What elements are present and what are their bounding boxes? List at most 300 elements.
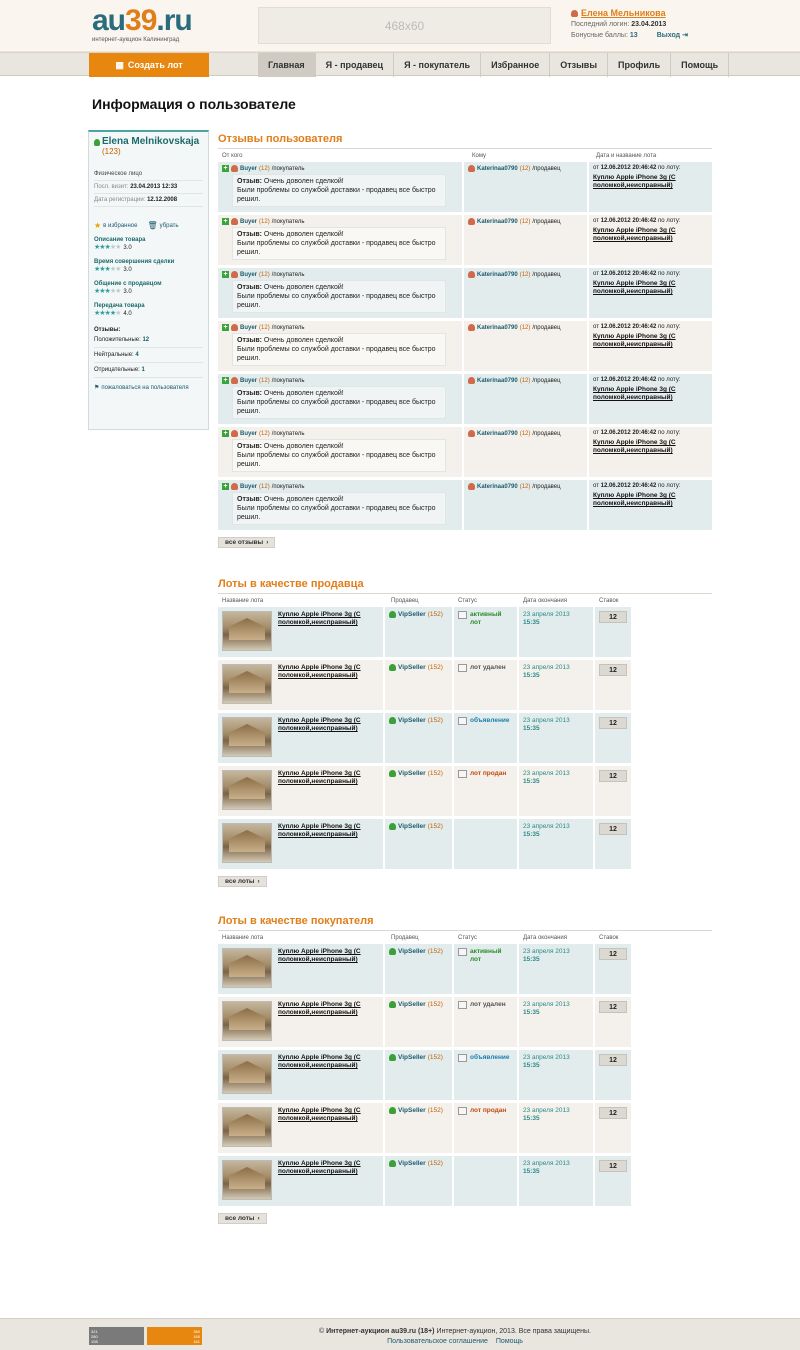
lot-name-link[interactable]: Куплю Apple iPhone 3g (С поломкой,неисправный) bbox=[278, 1001, 361, 1016]
add-favorite-link[interactable] bbox=[94, 221, 137, 230]
lot-name-cell bbox=[218, 660, 383, 710]
lot-end-date: 23 апреля 2013 bbox=[523, 1160, 570, 1167]
rating-stars-icon: ★★★★★ bbox=[94, 288, 121, 295]
lot-bids-cell bbox=[595, 660, 631, 710]
review-lot-link[interactable]: Куплю Apple iPhone 3g (С поломкой,неисправный) bbox=[593, 439, 676, 454]
positive-label: Положительные: bbox=[94, 337, 141, 343]
col-from: От кого bbox=[222, 152, 243, 159]
lot-bids[interactable]: 12 bbox=[599, 1054, 627, 1066]
lot-thumbnail[interactable] bbox=[222, 948, 272, 988]
copyright-text: Интернет-аукцион, 2013. Все права защищены. bbox=[434, 1328, 591, 1335]
review-to-cell bbox=[464, 162, 587, 212]
lot-bids-cell bbox=[595, 1156, 631, 1206]
review-from-user[interactable]: Buyer bbox=[240, 218, 258, 225]
review-label: Отзыв: bbox=[237, 443, 262, 450]
lot-seller[interactable]: VipSeller bbox=[398, 1160, 426, 1167]
review-from-count: (12) bbox=[259, 430, 270, 437]
lot-bids[interactable]: 12 bbox=[599, 717, 627, 729]
user-icon bbox=[389, 717, 396, 724]
review-text bbox=[232, 333, 446, 366]
review-text-2: Были проблемы со службой доставки - продавец все быстро решил. bbox=[237, 505, 436, 521]
registration-date bbox=[94, 194, 203, 207]
plus-icon: + bbox=[223, 483, 228, 490]
review-date: 12.06.2012 20:46:42 bbox=[600, 324, 657, 330]
ad-banner[interactable]: 468x60 bbox=[258, 7, 551, 44]
lot-name-link[interactable]: Куплю Apple iPhone 3g (С поломкой,неисправный) bbox=[278, 770, 361, 785]
seller-lots-section bbox=[218, 578, 712, 887]
user-icon bbox=[231, 271, 238, 278]
feedback-title: Отзывы: bbox=[94, 327, 121, 333]
nav-favorites[interactable]: Избранное bbox=[481, 53, 550, 77]
review-from-count: (12) bbox=[259, 324, 270, 331]
user-icon bbox=[389, 1107, 396, 1114]
review-date: 12.06.2012 20:46:42 bbox=[600, 483, 657, 489]
lot-seller[interactable]: VipSeller bbox=[398, 1107, 426, 1114]
lot-seller-count: (152) bbox=[427, 1054, 443, 1061]
neutral-link[interactable]: 4 bbox=[135, 352, 139, 358]
complain-link[interactable] bbox=[94, 384, 203, 391]
feedback-neutral bbox=[94, 348, 203, 363]
lot-name-cell bbox=[218, 766, 383, 816]
review-from-user[interactable]: Buyer bbox=[240, 483, 258, 490]
status-icon bbox=[458, 717, 467, 725]
negative-link[interactable]: 1 bbox=[141, 367, 145, 373]
user-icon bbox=[231, 377, 238, 384]
col-lot-name: Название лота bbox=[222, 597, 264, 604]
lot-status: объявление bbox=[470, 717, 510, 724]
review-from-user[interactable]: Buyer bbox=[240, 324, 258, 331]
lot-end-date: 23 апреля 2013 bbox=[523, 717, 570, 724]
lot-name-link[interactable]: Куплю Apple iPhone 3g (С поломкой,неисправный) bbox=[278, 823, 361, 838]
lot-thumbnail[interactable] bbox=[222, 1107, 272, 1147]
rating-value: 3.0 bbox=[123, 245, 132, 251]
lot-status-cell bbox=[454, 819, 517, 869]
create-lot-button[interactable] bbox=[89, 53, 209, 77]
lot-bids[interactable]: 12 bbox=[599, 770, 627, 782]
lot-seller[interactable]: VipSeller bbox=[398, 611, 426, 618]
feedback-negative bbox=[94, 363, 203, 378]
review-label: Отзыв: bbox=[237, 390, 262, 397]
lot-seller[interactable]: VipSeller bbox=[398, 823, 426, 830]
review-from-user[interactable]: Buyer bbox=[240, 165, 258, 172]
lot-date-cell bbox=[519, 1103, 593, 1153]
user-icon bbox=[468, 377, 475, 384]
lot-end-date: 23 апреля 2013 bbox=[523, 1001, 570, 1008]
nav-seller[interactable]: Я - продавец bbox=[316, 53, 394, 77]
nav-buyer[interactable]: Я - покупатель bbox=[394, 53, 481, 77]
review-date-prefix: от bbox=[593, 271, 599, 277]
review-date-suffix: по лоту: bbox=[658, 483, 681, 489]
positive-link[interactable]: 12 bbox=[142, 337, 150, 343]
lot-seller[interactable]: VipSeller bbox=[398, 948, 426, 955]
review-from-role: /покупатель bbox=[271, 165, 305, 172]
rating-stars-icon: ★★★★★ bbox=[94, 266, 121, 273]
all-lots-label: все лоты bbox=[225, 1215, 255, 1222]
lot-row bbox=[218, 997, 712, 1047]
current-user-link[interactable] bbox=[571, 8, 771, 19]
lot-name-cell bbox=[218, 997, 383, 1047]
lot-seller-cell bbox=[385, 607, 452, 657]
user-icon bbox=[468, 430, 475, 437]
user-icon bbox=[468, 165, 475, 172]
neutral-label: Нейтральные: bbox=[94, 352, 134, 358]
all-reviews-button[interactable] bbox=[218, 537, 275, 548]
nav-reviews[interactable]: Отзывы bbox=[550, 53, 608, 77]
status-icon bbox=[458, 1001, 467, 1009]
review-to-count: (12) bbox=[519, 377, 531, 384]
review-to-count: (12) bbox=[519, 483, 531, 490]
review-from-user[interactable]: Buyer bbox=[240, 430, 258, 437]
lot-status-cell bbox=[454, 660, 517, 710]
user-icon bbox=[389, 1054, 396, 1061]
rating-3 bbox=[94, 302, 203, 318]
review-row bbox=[218, 162, 712, 212]
negative-label: Отрицательные: bbox=[94, 367, 140, 373]
current-user-name: Елена Мельникова bbox=[581, 8, 666, 18]
user-sidebar bbox=[88, 130, 209, 430]
page-title: Информация о пользователе bbox=[92, 96, 296, 112]
lot-seller-count: (152) bbox=[427, 717, 443, 724]
last-visit-value: 23.04.2013 12:33 bbox=[130, 184, 178, 190]
lot-date-cell bbox=[519, 944, 593, 994]
review-lot-link[interactable]: Куплю Apple iPhone 3g (С поломкой,неисправный) bbox=[593, 492, 676, 507]
review-lot-link[interactable]: Куплю Apple iPhone 3g (С поломкой,неисправный) bbox=[593, 386, 676, 401]
user-icon bbox=[389, 664, 396, 671]
review-to-cell bbox=[464, 374, 587, 424]
review-to-user[interactable]: Katerinaa0790 bbox=[477, 324, 518, 331]
lot-end-time: 15:35 bbox=[523, 619, 540, 626]
all-buyer-lots-button[interactable] bbox=[218, 1213, 267, 1224]
lot-bids[interactable]: 12 bbox=[599, 1160, 627, 1172]
review-text-2: Были проблемы со службой доставки - продавец все быстро решил. bbox=[237, 240, 436, 256]
review-date-cell bbox=[589, 374, 712, 424]
review-to-user[interactable]: Katerinaa0790 bbox=[477, 165, 518, 172]
review-text bbox=[232, 174, 446, 207]
lot-name-link[interactable]: Куплю Apple iPhone 3g (С поломкой,неисправный) bbox=[278, 948, 361, 963]
plus-icon: + bbox=[223, 324, 228, 331]
lot-status-cell bbox=[454, 997, 517, 1047]
review-row bbox=[218, 480, 712, 530]
terms-link[interactable]: Пользовательское соглашение bbox=[387, 1338, 488, 1345]
rating-label: Общение с продавцом bbox=[94, 281, 162, 287]
review-date: 12.06.2012 20:46:42 bbox=[600, 271, 657, 277]
lot-seller-count: (152) bbox=[427, 611, 443, 618]
lot-bids[interactable]: 12 bbox=[599, 664, 627, 676]
lot-seller-cell bbox=[385, 1103, 452, 1153]
lot-thumbnail[interactable] bbox=[222, 1001, 272, 1041]
review-to-user[interactable]: Katerinaa0790 bbox=[477, 483, 518, 490]
user-icon bbox=[389, 823, 396, 830]
profile-count: (123) bbox=[101, 147, 121, 156]
lot-seller-cell bbox=[385, 660, 452, 710]
review-to-cell bbox=[464, 215, 587, 265]
review-date-prefix: от bbox=[593, 430, 599, 436]
user-icon bbox=[389, 770, 396, 777]
review-text bbox=[232, 227, 446, 260]
lot-bids[interactable]: 12 bbox=[599, 1107, 627, 1119]
bonus-link[interactable]: 13 bbox=[629, 32, 638, 39]
lot-status: лот удален bbox=[470, 1001, 506, 1008]
buyer-lots-title: Лоты в качестве покупателя bbox=[218, 915, 712, 931]
reviews-section bbox=[218, 133, 712, 548]
review-text bbox=[232, 386, 446, 419]
review-from-count: (12) bbox=[259, 165, 270, 172]
lot-date-cell bbox=[519, 997, 593, 1047]
reviews-title: Отзывы пользователя bbox=[218, 133, 712, 149]
lot-end-time: 15:35 bbox=[523, 1168, 540, 1175]
arrow-right-icon: › bbox=[266, 539, 269, 546]
lot-end-time: 15:35 bbox=[523, 778, 540, 785]
review-to-user[interactable]: Katerinaa0790 bbox=[477, 377, 518, 384]
copyright-symbol: © bbox=[319, 1328, 327, 1335]
lot-status: активный лот bbox=[470, 948, 502, 963]
lot-status-cell bbox=[454, 1156, 517, 1206]
exit-link[interactable] bbox=[657, 30, 688, 41]
user-icon bbox=[94, 139, 100, 146]
profile-type: Физическое лицо bbox=[94, 171, 203, 181]
lot-status-cell bbox=[454, 1050, 517, 1100]
plus-icon: + bbox=[223, 430, 228, 437]
lot-seller[interactable]: VipSeller bbox=[398, 1001, 426, 1008]
review-text-2: Были проблемы со службой доставки - продавец все быстро решил. bbox=[237, 187, 436, 203]
complain-label: пожаловаться на пользователя bbox=[101, 384, 189, 391]
copyright bbox=[210, 1327, 700, 1347]
lot-end-time: 15:35 bbox=[523, 672, 540, 679]
review-date-suffix: по лоту: bbox=[658, 165, 681, 171]
counter-badge-1[interactable] bbox=[89, 1327, 144, 1345]
review-row bbox=[218, 427, 712, 477]
lot-bids[interactable]: 12 bbox=[599, 823, 627, 835]
lot-end-time: 15:35 bbox=[523, 1115, 540, 1122]
review-date-suffix: по лоту: bbox=[658, 218, 681, 224]
review-date-cell bbox=[589, 427, 712, 477]
col-seller: Продавец bbox=[391, 934, 419, 941]
review-date-prefix: от bbox=[593, 377, 599, 383]
col-date: Дата и название лота bbox=[596, 152, 657, 159]
lot-bids-cell bbox=[595, 766, 631, 816]
rating-stars-icon: ★★★★★ bbox=[94, 244, 121, 251]
lot-bids-cell bbox=[595, 1103, 631, 1153]
review-to-role: /продавец bbox=[532, 165, 561, 172]
nav-home[interactable]: Главная bbox=[258, 53, 316, 77]
rating-value: 4.0 bbox=[123, 311, 132, 317]
col-to: Кому bbox=[472, 152, 487, 159]
plus-icon: + bbox=[223, 165, 228, 172]
lot-name-cell bbox=[218, 713, 383, 763]
lot-thumbnail[interactable] bbox=[222, 1160, 272, 1200]
review-lot-link[interactable]: Куплю Apple iPhone 3g (С поломкой,неисправный) bbox=[593, 174, 676, 189]
review-text-2: Были проблемы со службой доставки - продавец все быстро решил. bbox=[237, 346, 436, 362]
logo-text-c: .ru bbox=[156, 4, 192, 37]
lot-status-cell bbox=[454, 1103, 517, 1153]
user-icon bbox=[389, 611, 396, 618]
review-text bbox=[232, 439, 446, 472]
review-text-2: Были проблемы со службой доставки - продавец все быстро решил. bbox=[237, 399, 436, 415]
rating-2 bbox=[94, 280, 203, 296]
lot-seller-cell bbox=[385, 1156, 452, 1206]
lot-bids[interactable]: 12 bbox=[599, 1001, 627, 1013]
review-to-user[interactable]: Katerinaa0790 bbox=[477, 430, 518, 437]
lot-row bbox=[218, 660, 712, 710]
lot-thumbnail[interactable] bbox=[222, 611, 272, 651]
lot-thumbnail[interactable] bbox=[222, 717, 272, 757]
review-to-cell bbox=[464, 268, 587, 318]
rating-1 bbox=[94, 258, 203, 274]
review-date: 12.06.2012 20:46:42 bbox=[600, 430, 657, 436]
lot-name-link[interactable]: Куплю Apple iPhone 3g (С поломкой,неисправный) bbox=[278, 1054, 361, 1069]
nav-help[interactable]: Помощь bbox=[671, 53, 729, 77]
lot-status-cell bbox=[454, 766, 517, 816]
remove-link[interactable] bbox=[147, 221, 178, 230]
review-from-cell bbox=[218, 427, 462, 477]
review-to-user[interactable]: Katerinaa0790 bbox=[477, 218, 518, 225]
review-date: 12.06.2012 20:46:42 bbox=[600, 218, 657, 224]
bonus-label: Бонусные баллы: bbox=[571, 32, 628, 39]
lot-name-cell bbox=[218, 607, 383, 657]
lot-seller-count: (152) bbox=[427, 770, 443, 777]
lot-seller[interactable]: VipSeller bbox=[398, 1054, 426, 1061]
nav-profile[interactable]: Профиль bbox=[608, 53, 671, 77]
col-status: Статус bbox=[458, 597, 477, 604]
lot-seller-count: (152) bbox=[427, 948, 443, 955]
review-to-role: /продавец bbox=[532, 218, 561, 225]
review-date: 12.06.2012 20:46:42 bbox=[600, 377, 657, 383]
lot-thumbnail[interactable] bbox=[222, 770, 272, 810]
review-to-count: (12) bbox=[519, 218, 531, 225]
review-from-count: (12) bbox=[259, 377, 270, 384]
lot-thumbnail[interactable] bbox=[222, 823, 272, 863]
lot-seller-count: (152) bbox=[427, 1160, 443, 1167]
review-from-count: (12) bbox=[259, 218, 270, 225]
review-from-role: /покупатель bbox=[271, 483, 305, 490]
star-icon: ★ bbox=[94, 221, 102, 230]
plus-icon: + bbox=[223, 218, 228, 225]
status-icon bbox=[458, 611, 467, 619]
footer bbox=[0, 1318, 800, 1350]
last-login-label: Последний логин: bbox=[571, 21, 630, 28]
lot-row bbox=[218, 819, 712, 869]
review-from-count: (12) bbox=[259, 271, 270, 278]
user-icon bbox=[231, 430, 238, 437]
lot-name-link[interactable]: Куплю Apple iPhone 3g (С поломкой,неисправный) bbox=[278, 1107, 361, 1122]
review-from-role: /покупатель bbox=[271, 324, 305, 331]
review-date-cell bbox=[589, 321, 712, 371]
lot-name-cell bbox=[218, 1050, 383, 1100]
user-icon bbox=[571, 10, 578, 17]
lot-status-cell bbox=[454, 713, 517, 763]
user-icon bbox=[468, 271, 475, 278]
lot-name-cell bbox=[218, 1156, 383, 1206]
review-from-user[interactable]: Buyer bbox=[240, 377, 258, 384]
lot-name-cell bbox=[218, 819, 383, 869]
review-text-1: Очень доволен сделкой! bbox=[263, 496, 344, 503]
lot-end-time: 15:35 bbox=[523, 956, 540, 963]
review-lot-link[interactable]: Куплю Apple iPhone 3g (С поломкой,неисправный) bbox=[593, 227, 676, 242]
lot-end-date: 23 апреля 2013 bbox=[523, 1054, 570, 1061]
review-lot-link[interactable]: Куплю Apple iPhone 3g (С поломкой,неисправный) bbox=[593, 280, 676, 295]
lot-seller-count: (152) bbox=[427, 823, 443, 830]
header bbox=[0, 0, 800, 52]
lot-status-cell bbox=[454, 944, 517, 994]
review-text-1: Очень доволен сделкой! bbox=[263, 337, 344, 344]
review-text-1: Очень доволен сделкой! bbox=[263, 443, 344, 450]
review-from-cell bbox=[218, 480, 462, 530]
review-date-prefix: от bbox=[593, 483, 599, 489]
review-lot-link[interactable]: Куплю Apple iPhone 3g (С поломкой,неисправный) bbox=[593, 333, 676, 348]
counter-badge-2[interactable] bbox=[147, 1327, 202, 1345]
lot-seller[interactable]: VipSeller bbox=[398, 717, 426, 724]
arrow-right-icon: › bbox=[257, 878, 260, 885]
review-date-cell bbox=[589, 162, 712, 212]
lot-name-link[interactable]: Куплю Apple iPhone 3g (С поломкой,неисправный) bbox=[278, 1160, 361, 1175]
review-label: Отзыв: bbox=[237, 178, 262, 185]
lot-name-link[interactable]: Куплю Apple iPhone 3g (С поломкой,неисправный) bbox=[278, 664, 361, 679]
lot-row bbox=[218, 766, 712, 816]
review-to-role: /продавец bbox=[532, 430, 561, 437]
lot-seller[interactable]: VipSeller bbox=[398, 770, 426, 777]
review-to-user[interactable]: Katerinaa0790 bbox=[477, 271, 518, 278]
review-date-cell bbox=[589, 268, 712, 318]
lot-seller-cell bbox=[385, 819, 452, 869]
lot-end-time: 15:35 bbox=[523, 1062, 540, 1069]
rating-value: 3.0 bbox=[123, 289, 132, 295]
lot-end-date: 23 апреля 2013 bbox=[523, 611, 570, 618]
lot-end-date: 23 апреля 2013 bbox=[523, 664, 570, 671]
review-from-user[interactable]: Buyer bbox=[240, 271, 258, 278]
exit-label: Выход bbox=[656, 32, 681, 39]
col-status: Статус bbox=[458, 934, 477, 941]
review-from-role: /покупатель bbox=[271, 377, 305, 384]
user-box bbox=[571, 8, 771, 41]
review-text-1: Очень доволен сделкой! bbox=[263, 390, 344, 397]
lot-status: объявление bbox=[470, 1054, 510, 1061]
review-to-count: (12) bbox=[519, 271, 531, 278]
status-icon bbox=[458, 664, 467, 672]
lot-thumbnail[interactable] bbox=[222, 664, 272, 704]
lot-date-cell bbox=[519, 1156, 593, 1206]
lot-row bbox=[218, 713, 712, 763]
lot-seller-cell bbox=[385, 713, 452, 763]
user-icon bbox=[468, 483, 475, 490]
user-icon bbox=[389, 948, 396, 955]
lot-row bbox=[218, 1050, 712, 1100]
lot-date-cell bbox=[519, 819, 593, 869]
lot-bids[interactable]: 12 bbox=[599, 948, 627, 960]
lot-thumbnail[interactable] bbox=[222, 1054, 272, 1094]
lot-bids[interactable]: 12 bbox=[599, 611, 627, 623]
lot-name-link[interactable]: Куплю Apple iPhone 3g (С поломкой,неисправный) bbox=[278, 611, 361, 626]
rating-stars-icon: ★★★★★ bbox=[94, 310, 121, 317]
review-to-cell bbox=[464, 480, 587, 530]
footer-help-link[interactable]: Помощь bbox=[495, 1338, 523, 1345]
lot-end-date: 23 апреля 2013 bbox=[523, 948, 570, 955]
col-bids: Ставок bbox=[599, 934, 619, 941]
lot-row bbox=[218, 944, 712, 994]
lot-name-cell bbox=[218, 944, 383, 994]
all-seller-lots-button[interactable] bbox=[218, 876, 267, 887]
review-date-suffix: по лоту: bbox=[658, 430, 681, 436]
review-text-1: Очень доволен сделкой! bbox=[263, 284, 344, 291]
lot-row bbox=[218, 1156, 712, 1206]
logo[interactable] bbox=[92, 6, 192, 43]
lot-seller[interactable]: VipSeller bbox=[398, 664, 426, 671]
review-from-role: /покупатель bbox=[271, 430, 305, 437]
lot-bids-cell bbox=[595, 607, 631, 657]
counter-2-line-3: 161 bbox=[193, 1339, 200, 1344]
lot-name-link[interactable]: Куплю Apple iPhone 3g (С поломкой,неисправный) bbox=[278, 717, 361, 732]
main-nav bbox=[0, 52, 800, 76]
review-date-prefix: от bbox=[593, 324, 599, 330]
